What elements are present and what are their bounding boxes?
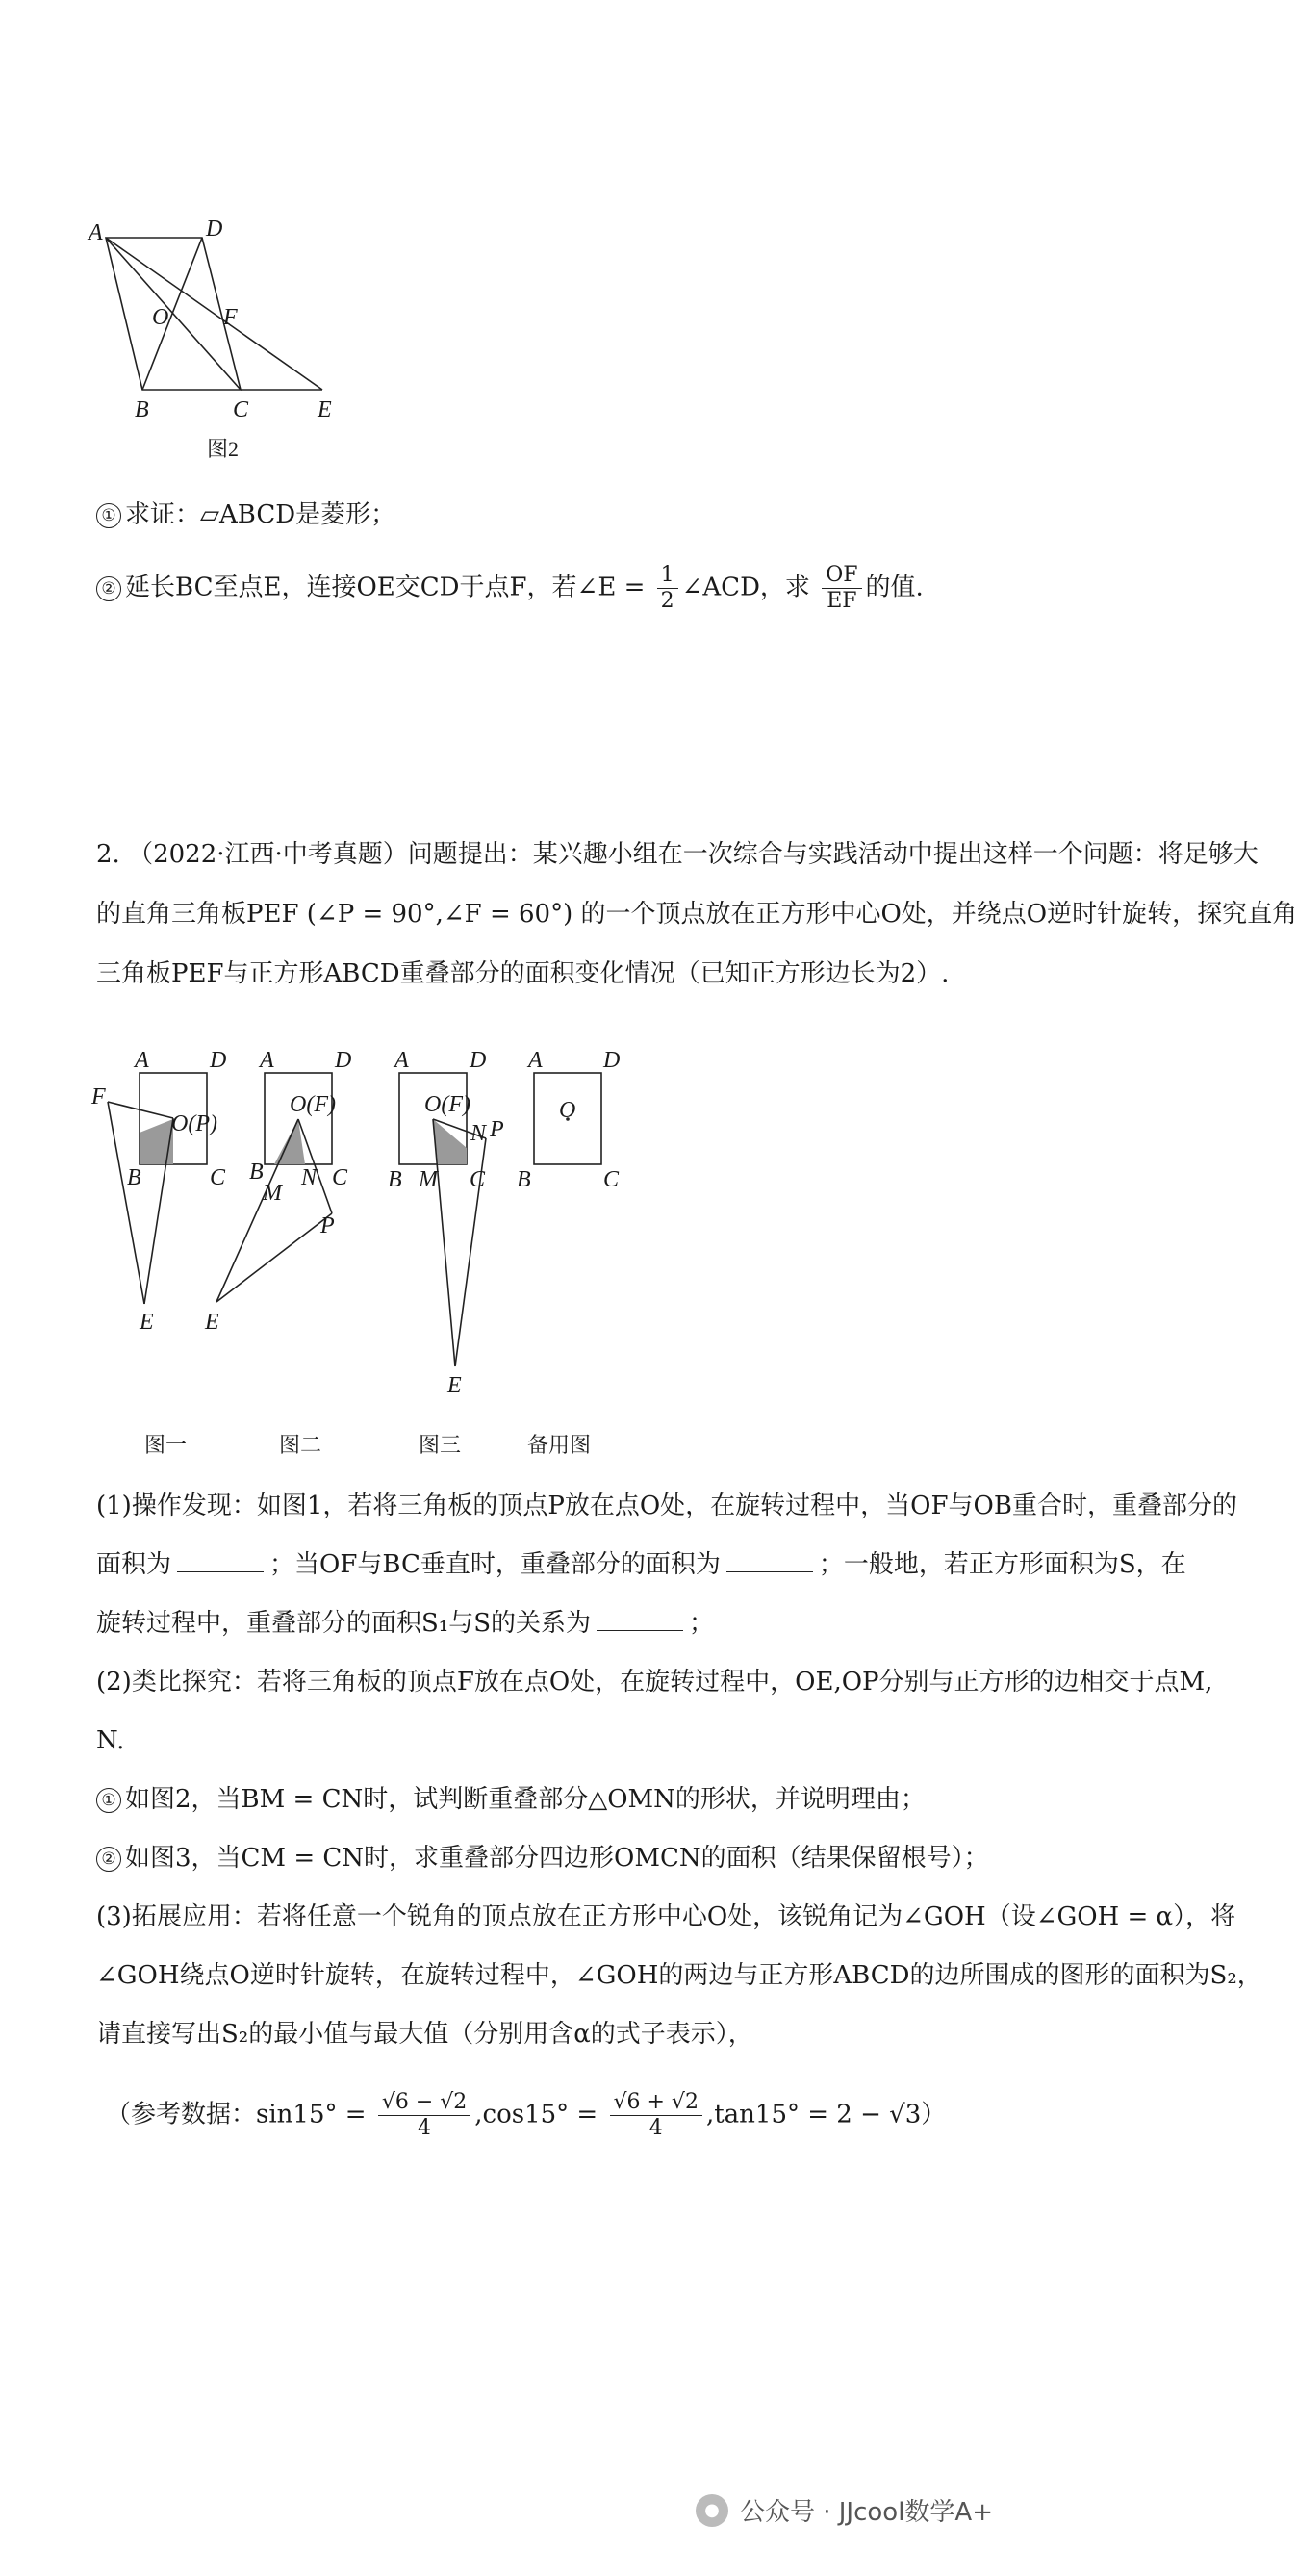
q2-p2-line2: N. <box>96 1726 125 1755</box>
f1-A: A <box>135 1048 149 1073</box>
f3-OF: O(F) <box>424 1092 470 1117</box>
q2-p3-line1: (3)拓展应用：若将任意一个锐角的顶点放在正方形中心O处，该锐角记为∠GOH（设∠GOH = α），将 <box>96 1902 1236 1931</box>
figure-2 <box>197 1044 361 1352</box>
f3-B: B <box>388 1167 402 1192</box>
q2-p2-line1: (2)类比探究：若将三角板的顶点F放在点O处，在旋转过程中，OE,OP分别与正方形的边相交于点M, <box>96 1668 1213 1696</box>
q2-p1-line1: (1)操作发现：如图1，若将三角板的顶点P放在点O处，在旋转过程中，当OF与OB重合时，重叠部分的 <box>96 1492 1237 1520</box>
answer-blank-2[interactable] <box>726 1546 813 1572</box>
f1-F: F <box>91 1084 106 1109</box>
q2-p2-sub1: ① 如图2，当BM = CN时，试判断重叠部分△OMN的形状，并说明理由； <box>96 1780 926 1819</box>
figure-parallelogram <box>87 217 356 423</box>
f2-N: N <box>301 1165 318 1190</box>
f4-D: D <box>603 1048 621 1073</box>
f3-M: M <box>419 1167 438 1192</box>
q2-intro-1: 2. （2022·江西·中考真题）问题提出：某兴趣小组在一次综合与实践活动中提出这样一个问题：将足够大 <box>96 840 1259 869</box>
f2-P: P <box>320 1213 335 1238</box>
caption-fig1: 图一 <box>144 1433 188 1457</box>
fraction-half: $\frac{1}{2}$ <box>657 563 678 614</box>
f3-P: P <box>490 1117 504 1142</box>
f3-A: A <box>394 1048 409 1073</box>
figure-caption: 图2 <box>207 437 240 461</box>
f1-E: E <box>140 1310 154 1335</box>
f4-C: C <box>603 1167 620 1192</box>
q2-p3-line2: ∠GOH绕点O逆时针旋转，在旋转过程中，∠GOH的两边与正方形ABCD的边所围成的图形的面积为S₂， <box>96 1961 1262 1990</box>
f2-B: B <box>249 1160 264 1185</box>
caption-fig2: 图二 <box>279 1433 322 1457</box>
f4-A: A <box>528 1048 543 1073</box>
circle-marker: ① <box>96 503 121 528</box>
f2-A: A <box>260 1048 274 1073</box>
watermark <box>696 2492 993 2528</box>
fraction-of-ef: $\frac{OF}{EF}$ <box>822 563 861 614</box>
q1-part2: ② 延长BC至点E，连接OE交CD于点F，若∠E = $\frac{1}{2}$ ∠ACD，求 $\frac{OF}{EF}$ 的值. <box>96 563 924 614</box>
q1-part1: ① 求证：▱ABCD是菱形； <box>96 496 395 534</box>
f1-C: C <box>210 1165 226 1190</box>
f2-C: C <box>332 1165 348 1190</box>
f4-O: O <box>559 1098 576 1123</box>
fraction-sin15: $\frac{√6 - √2}{4}$ <box>378 2090 470 2141</box>
q2-intro-3: 三角板PEF与正方形ABCD重叠部分的面积变化情况（已知正方形边长为2）. <box>96 959 950 988</box>
pt-F: F <box>223 305 238 330</box>
fraction-cos15: $\frac{√6 + √2}{4}$ <box>610 2090 702 2141</box>
q2-p2-sub2: ② 如图3，当CM = CN时，求重叠部分四边形OMCN的面积（结果保留根号）； <box>96 1839 989 1877</box>
f3-E: E <box>447 1373 462 1398</box>
f2-OF: O(F) <box>290 1092 336 1117</box>
pt-C: C <box>233 397 249 422</box>
circle-marker: ② <box>96 576 121 601</box>
answer-blank-1[interactable] <box>177 1546 264 1572</box>
q2-p1-line3: 旋转过程中，重叠部分的面积S₁与S的关系为 ； <box>96 1604 714 1643</box>
figure-3 <box>370 1044 524 1410</box>
pt-A: A <box>89 220 103 245</box>
q2-p1-line2: 面积为 ；当OF与BC垂直时，重叠部分的面积为 ；一般地，若正方形面积为S，在 <box>96 1545 1186 1584</box>
pt-D: D <box>206 217 223 242</box>
figure-4 <box>505 1044 649 1198</box>
f3-C: C <box>470 1167 486 1192</box>
caption-fig3: 图三 <box>419 1433 462 1457</box>
watermark-text: 公众号 · JJcool数学A+ <box>739 2498 993 2527</box>
reference-data: （参考数据：sin15° = $\frac{√6 - √2}{4}$ ,cos15° = $\frac{√6 + √2}{4}$ ,tan15° = 2 − √3） <box>106 2090 947 2140</box>
q2-p3-line3: 请直接写出S₂的最小值与最大值（分别用含α的式子表示）， <box>96 2020 753 2049</box>
f1-OP: O(P) <box>171 1111 217 1136</box>
q2-intro-2: 的直角三角板PEF (∠P = 90°,∠F = 60°) 的一个顶点放在正方形中心O处，并绕点O逆时针旋转，探究直角 <box>96 900 1297 929</box>
f4-B: B <box>517 1167 531 1192</box>
circle-marker: ② <box>96 1847 121 1872</box>
pt-B: B <box>135 397 149 422</box>
wechat-icon: ● <box>696 2494 728 2527</box>
pt-E: E <box>318 397 332 422</box>
f3-N: N <box>470 1121 487 1146</box>
f2-M: M <box>263 1181 282 1206</box>
caption-fig4: 备用图 <box>527 1433 592 1457</box>
pt-O: O <box>152 305 169 330</box>
f2-E: E <box>205 1310 219 1335</box>
f1-B: B <box>127 1165 141 1190</box>
f1-D: D <box>210 1048 227 1073</box>
f3-D: D <box>470 1048 487 1073</box>
f2-D: D <box>335 1048 352 1073</box>
answer-blank-3[interactable] <box>597 1605 683 1631</box>
circle-marker: ① <box>96 1788 121 1813</box>
